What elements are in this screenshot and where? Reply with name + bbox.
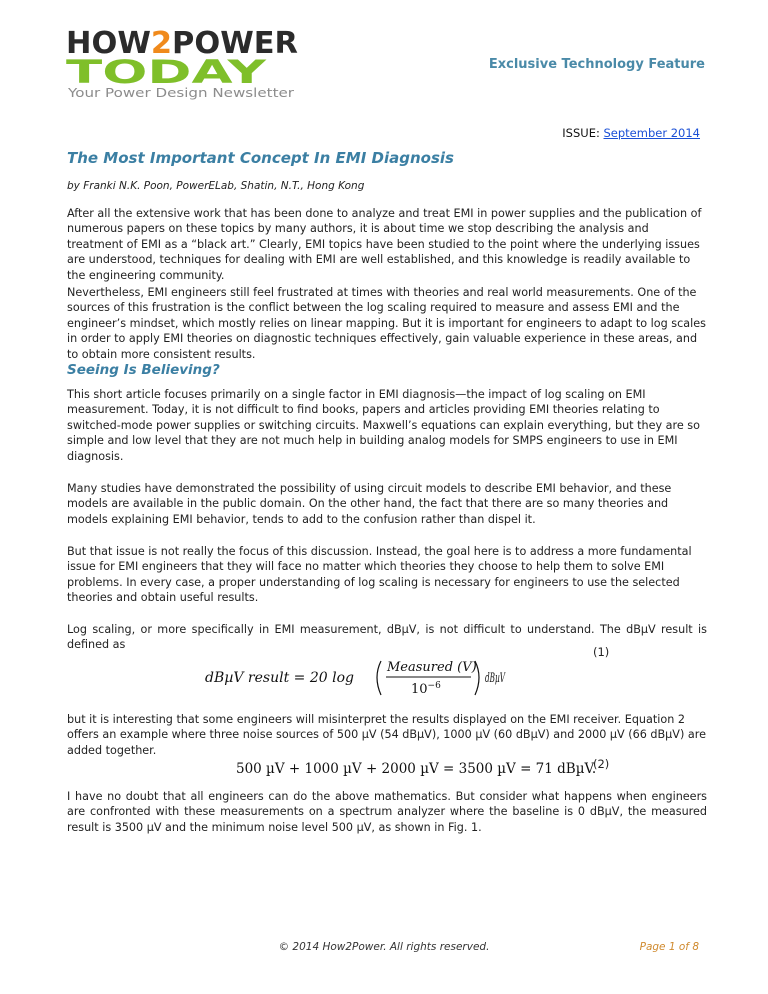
section-paragraph-5: but it is interesting that some engineers will misinterpret the results displayed on the EMI receiver. Equation 2 offers an example where three noise sources of 500 µV (54 dBµV), 1000 µV (60 dBµV) and 2000 µV (66 dBµV) are added together.	[67, 713, 706, 757]
feature-label: Exclusive Technology Feature	[488, 57, 705, 72]
equation-1	[205, 652, 505, 702]
logo-today: TODAY	[66, 53, 268, 91]
article-byline: by Franki N.K. Poon, PowerELab, Shatin, N.T., Hong Kong	[67, 180, 365, 192]
eq1-lhs: dBµV result = 20 log	[205, 670, 354, 686]
intro-paragraph-2: Nevertheless, EMI engineers still feel frustrated at times with theories and real world measurements. One of the sources of this frustration is the conflict between the log scaling required to measure and assess EMI and the engineer’s mindset, which mostly relies on linear mapping. But it is important for engineers to adapt to log scales in order to apply EMI theories on diagnostic techniques effectively, gain valuable experience in these areas, and to obtain more consistent results.	[67, 286, 706, 361]
page-number: Page 1 of 8	[639, 941, 699, 953]
logo-tagline: Your Power Design Newsletter	[66, 86, 295, 100]
logo-how: HOW	[66, 26, 150, 61]
section-paragraph-4: Log scaling, or more specifically in EMI measurement, dBµV, is not difficult to understand. The dBµV result is defined as	[67, 623, 707, 652]
section-paragraph-3: But that issue is not really the focus of this discussion. Instead, the goal here is to address a more fundamental issue for EMI engineers that they will face no matter which theories they choose to help them to solve EMI problems. In every case, a proper understanding of log scaling is necessary for engineers to use the selected theories and obtain useful results.	[67, 545, 692, 605]
issue-link[interactable]: September 2014	[603, 126, 700, 140]
equation-2: 500 µV + 1000 µV + 2000 µV = 3500 µV = 71 dBµV.	[236, 761, 597, 777]
issue-prefix: ISSUE:	[562, 126, 604, 140]
section-paragraph-6: I have no doubt that all engineers can do the above mathematics. But consider what happens when engineers are confronted with these measurements on a spectrum analyzer where the baseline is 0 dBµV, the measured result is 3500 µV and the minimum noise level 500 µV, as shown in Fig. 1.	[67, 790, 707, 834]
eq1-unit: dBµV	[485, 671, 506, 686]
eq1-left-paren	[377, 661, 381, 695]
intro-paragraph-1: After all the extensive work that has been done to analyze and treat EMI in power supplies and the publication of numerous papers on these topics by many authors, it is about time we stop describing the analysis and treatment of EMI as a “black art.” Clearly, EMI topics have been studied to the point where the underlying issues are understood, techniques for dealing with EMI are well established, and this knowledge is readily available to the engineering community.	[67, 207, 702, 282]
eq1-numerator: Measured (V)	[387, 660, 477, 675]
footer-copyright: © 2014 How2Power. All rights reserved.	[278, 941, 490, 953]
section-paragraph-2: Many studies have demonstrated the possibility of using circuit models to describe EMI behavior, and these models are available in the public domain. On the other hand, the fact that there are so many theories and models explaining EMI behavior, tends to add to the confusion rather than dispel it.	[67, 482, 672, 526]
equation-2-number: (2)	[593, 757, 610, 771]
how2power-logo	[66, 28, 306, 100]
logo-two: 2	[150, 26, 172, 61]
section-heading: Seeing Is Believing?	[67, 362, 220, 378]
equation-1-number: (1)	[593, 645, 610, 659]
logo-power: POWER	[172, 26, 297, 61]
section-paragraph-1: This short article focuses primarily on a single factor in EMI diagnosis—the impact of log scaling on EMI measurement. Today, it is not difficult to find books, papers and articles providing EMI theories relating to switched-mode power supplies or switching circuits. Maxwell’s equations can explain everything, but they are so simple and low level that they are not much help in building analog models for SMPS engineers to use in EMI diagnosis.	[67, 388, 700, 463]
eq1-denominator: $10^{-6}$	[411, 681, 441, 697]
issue-line	[562, 126, 700, 140]
article-title: The Most Important Concept In EMI Diagnosis	[67, 149, 454, 167]
